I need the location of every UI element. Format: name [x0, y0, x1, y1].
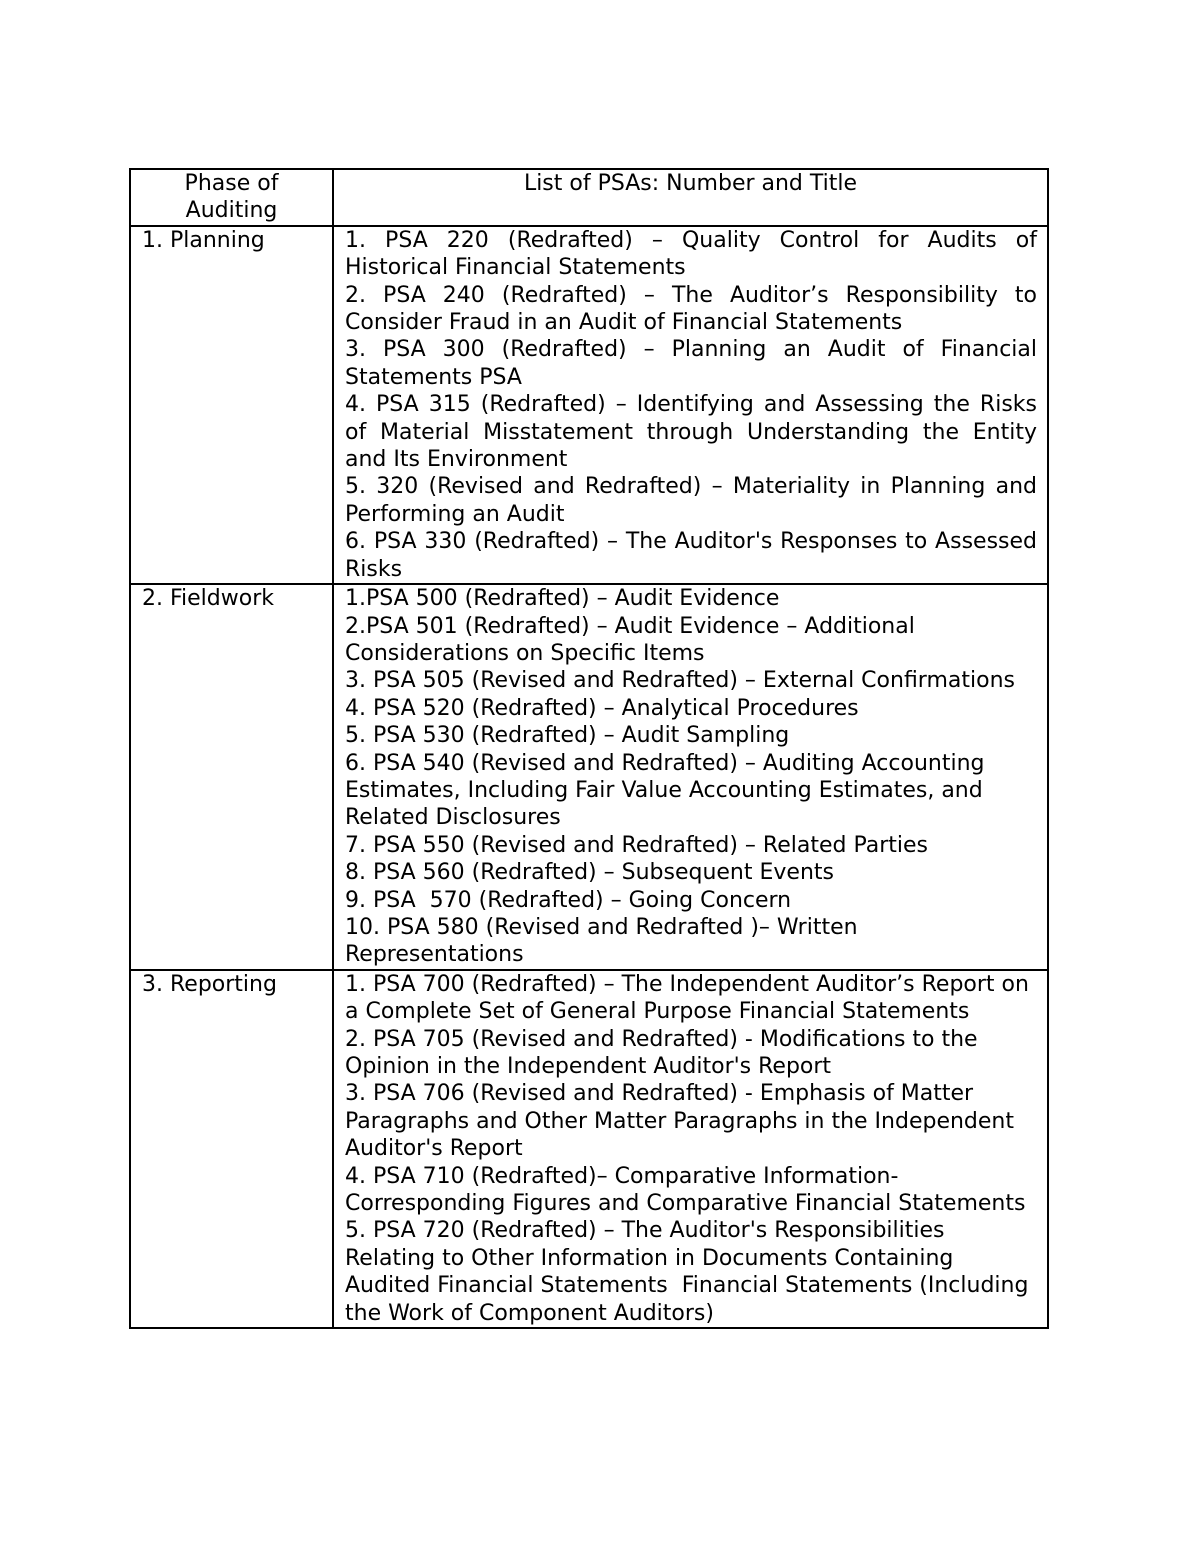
psa-item: 10. PSA 580 (Revised and Redrafted )– Written Representations [345, 914, 858, 968]
psa-list-cell [333, 584, 1048, 970]
psa-item: 5. 320 (Revised and Redrafted) – Materiality in Planning and Performing an Audit [345, 474, 1037, 527]
psa-item: 8. PSA 560 (Redrafted) – Subsequent Events [345, 860, 834, 886]
table-row [130, 970, 1048, 1328]
phase-cell: 3. Reporting [130, 970, 333, 1328]
psa-item: 1. PSA 700 (Redrafted) – The Independent Auditor’s Report on a Complete Set of General Purpose Financial Statements [345, 971, 1029, 1025]
psa-item: 3. PSA 505 (Revised and Redrafted) – External Confirmations [345, 668, 1015, 694]
psa-item: 5. PSA 720 (Redrafted) – The Auditor's Responsibilities Relating to Other Information in Documents Containing Audited Financial Statements Financial Statements (Including the Work of Component Auditors) [345, 1218, 1036, 1326]
table-header-row [130, 169, 1048, 226]
psa-item: 4. PSA 520 (Redrafted) – Analytical Procedures [345, 695, 859, 721]
psa-list-cell [333, 226, 1048, 584]
psa-item: 2. PSA 705 (Revised and Redrafted) - Modifications to the Opinion in the Independent Auditor's Report [345, 1026, 978, 1079]
psa-item: 3. PSA 300 (Redrafted) – Planning an Audit of Financial Statements PSA [345, 337, 1037, 390]
header-list: List of PSAs: Number and Title [333, 169, 1048, 226]
psa-table [129, 168, 1049, 1329]
psa-item: 7. PSA 550 (Revised and Redrafted) – Related Parties [345, 832, 928, 858]
table-row [130, 226, 1048, 584]
psa-item: 9. PSA 570 (Redrafted) – Going Concern [345, 887, 792, 913]
psa-item: 1.PSA 500 (Redrafted) – Audit Evidence [345, 586, 780, 612]
psa-item: 4. PSA 710 (Redrafted)– Comparative Information-Corresponding Figures and Comparative Financial Statements [345, 1163, 1026, 1217]
psa-item: 3. PSA 706 (Revised and Redrafted) - Emphasis of Matter Paragraphs and Other Matter Paragraphs in the Independent Auditor's Report [345, 1081, 1015, 1162]
psa-item: 2.PSA 501 (Redrafted) – Audit Evidence – Additional Considerations on Specific Items [345, 613, 915, 666]
phase-cell: 1. Planning [130, 226, 333, 584]
psa-item: 2. PSA 240 (Redrafted) – The Auditor’s Responsibility to Consider Fraud in an Audit of Financial Statements [345, 282, 1037, 336]
table-row [130, 584, 1048, 970]
phase-cell: 2. Fieldwork [130, 584, 333, 970]
psa-item: 6. PSA 330 (Redrafted) – The Auditor's Responses to Assessed Risks [345, 529, 1037, 582]
psa-item: 6. PSA 540 (Revised and Redrafted) – Auditing Accounting Estimates, Including Fair Value Accounting Estimates, and Related Disclosures [345, 750, 985, 831]
header-phase: Phase of Auditing [130, 169, 333, 226]
psa-item: 4. PSA 315 (Redrafted) – Identifying and Assessing the Risks of Material Misstatement through Understanding the Entity and Its Environment [345, 392, 1037, 473]
psa-item: 5. PSA 530 (Redrafted) – Audit Sampling [345, 723, 790, 749]
psa-item: 1. PSA 220 (Redrafted) – Quality Control for Audits of Historical Financial Statements [345, 227, 1037, 281]
psa-list-cell [333, 970, 1048, 1328]
